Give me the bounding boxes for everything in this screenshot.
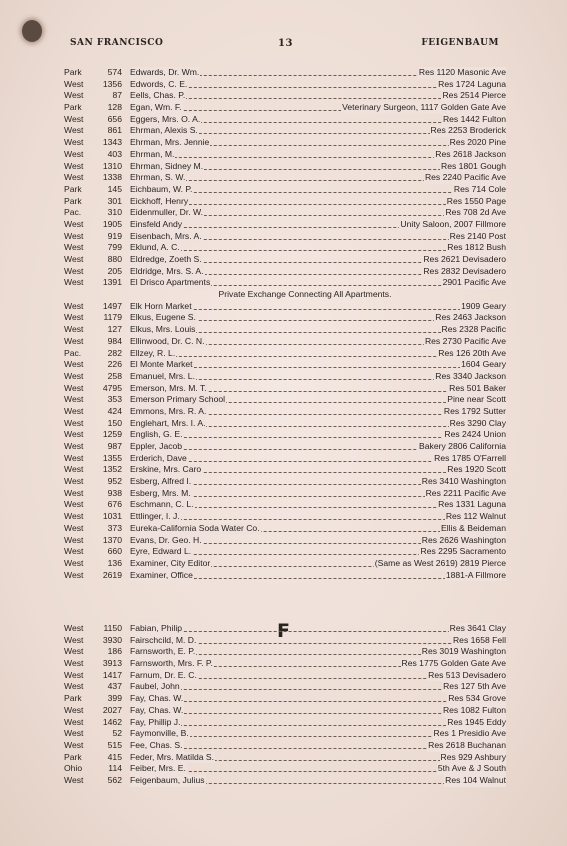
exchange-name: West [64,452,84,463]
subscriber-name: Erderich, Dave [130,452,187,463]
subscriber-address: Res 2621 Devisadero [423,254,506,264]
subscriber-name: Eyre, Edward L. [130,546,192,557]
subscriber-name: Fabian, Philip [130,623,183,633]
subscriber-name: Elkus, Eugene S. [130,312,196,323]
subscriber-name: Elkus, Mrs. Louis [130,324,196,335]
subscriber-name: Edwards, Dr. Wm. [130,67,200,77]
subscriber-name: English, G. E. [130,429,183,440]
phone-number: 952 [107,476,122,487]
exchange-name: Park [64,102,82,113]
phone-number: 1150 [103,623,122,633]
subscriber-address: Bakery 2806 California [419,441,506,451]
listing-block-f [64,623,506,787]
exchange-name: West [64,522,84,533]
subscriber-address: Res 1785 O'Farrell [434,452,506,463]
subscriber-address: Res 2020 Pine [449,137,506,148]
exchange-name: West [64,546,84,557]
phone-number: 1462 [102,716,122,727]
exchange-name: West [64,254,84,264]
subscriber-name: Examiner, Office [130,569,193,580]
subscriber-address: Pine near Scott [447,394,506,405]
subscriber-address: Res 1442 Fulton [442,113,506,124]
listing-row [64,231,506,243]
exchange-name: Park [64,751,82,762]
subscriber-name: Ellinwood, Dr. C. N. [130,335,205,346]
exchange-name: Park [64,195,82,206]
exchange-name: Pac. [64,347,82,358]
listing-row [64,763,506,775]
listing-row [64,523,506,535]
subscriber-name: Fee, Chas. S. [130,739,183,750]
subscriber-address: 5th Ave & J South [437,763,506,774]
listing-row [64,635,506,647]
subscriber-address: Res 2618 Buchanan [428,739,506,750]
exchange-name: West [64,534,84,545]
subscriber-name: Fay, Phillip J. [130,716,181,727]
subscriber-name: Emanuel, Mrs. L. [130,370,195,381]
listing-row [64,740,506,752]
listing-row [64,359,506,371]
listing-row [64,242,506,254]
exchange-name: West [64,90,84,101]
subscriber-name: Eschmann, C. L. [130,499,194,510]
subscriber-address: Res 929 Ashbury [440,751,506,762]
subscriber-address: 1881-A Fillmore [445,569,506,580]
listing-block-e [64,67,506,581]
subscriber-address: Res 2618 Jackson [435,148,506,159]
listing-row [64,752,506,764]
listing-row [64,464,506,476]
phone-number: 1497 [102,300,122,311]
subscriber-name: Eggers, Mrs. O. A. [130,113,201,124]
listing-row [64,558,506,570]
exchange-name: West [64,464,84,475]
exchange-name: West [64,728,84,739]
phone-number: 52 [112,728,122,739]
exchange-name: West [64,137,84,148]
listing-row [64,670,506,682]
exchange-name: West [64,160,84,171]
subscriber-address: Res 1775 Golden Gate Ave [401,658,506,669]
phone-number: 1355 [102,452,122,463]
phone-number: 1391 [102,277,122,288]
listing-row [64,499,506,511]
exchange-name: West [64,370,84,381]
listing-row [64,693,506,705]
subscriber-address: Res 2253 Broderick [430,125,506,136]
listing-row [64,312,506,324]
subscriber-address: Res 2730 Pacific Ave [424,335,506,346]
listing-row [64,125,506,137]
exchange-name: West [64,125,84,136]
phone-number: 437 [107,681,122,692]
subscriber-address: 1604 Geary [461,359,506,370]
subscriber-address: Res 534 Grove [448,693,506,704]
subscriber-address: Res 1792 Sutter [443,405,506,416]
subscriber-address: Res 1082 Fulton [442,704,506,715]
listing-row [64,172,506,184]
subscriber-address: Res 1812 Bush [447,242,506,253]
listing-row [64,406,506,418]
exchange-name: West [64,148,84,159]
phone-number: 861 [107,125,122,136]
phone-number: 87 [112,90,122,101]
exchange-name: West [64,487,84,498]
subscriber-name: Egan, Wm. F. [130,102,182,113]
listing-row [64,79,506,91]
subscriber-name: Esberg, Alfred I. [130,476,192,487]
exchange-name: West [64,113,84,124]
subscriber-address: Res 2463 Jackson [435,312,506,323]
phone-number: 919 [107,230,122,241]
phone-number: 984 [107,335,122,346]
subscriber-address: Res 708 2d Ave [445,207,506,218]
phone-number: 373 [107,522,122,533]
exchange-name: West [64,382,84,393]
listing-row [64,266,506,278]
phone-number: 127 [107,324,122,335]
subscriber-address: Res 3641 Clay [449,623,506,633]
subscriber-address: Res 1920 Scott [447,464,506,475]
exchange-name: West [64,429,84,440]
exchange-name: West [64,716,84,727]
listing-row [64,717,506,729]
subscriber-name: Eichbaum, W. P. [130,183,193,194]
subscriber-address: Res 3340 Jackson [435,370,506,381]
header-guide-name: FEIGENBAUM [421,38,499,48]
phone-number: 226 [107,359,122,370]
subscriber-name: Emerson Primary School [130,394,226,405]
listing-row [64,102,506,114]
subscriber-name: Fay, Chas. W. [130,704,184,715]
subscriber-address: Res 1331 Laguna [438,499,506,510]
subscriber-address: (Same as West 2619) 2819 Pierce [374,557,506,568]
phone-number: 3930 [102,634,122,645]
subscriber-name: Eldridge, Mrs. S. A. [130,265,204,276]
subscriber-address: Res 501 Baker [449,382,506,393]
subscriber-name: Evans, Dr. Geo. H. [130,534,202,545]
listing-row [64,301,506,313]
subscriber-name: Eickhoff, Henry [130,195,189,206]
exchange-name: West [64,312,84,323]
exchange-name: West [64,417,84,428]
listing-row [64,681,506,693]
subscriber-address: Res 3019 Washington [421,646,506,657]
subscriber-name: Eidenmuller, Dr. W. [130,207,204,218]
subscriber-address: Veterinary Surgeon, 1117 Golden Gate Ave [342,102,506,113]
subscriber-address: Res 1 Presidio Ave [433,728,506,739]
exchange-name: West [64,359,84,370]
exchange-name: West [64,78,84,89]
exchange-name: West [64,405,84,416]
phone-number: 1356 [102,78,122,89]
subscriber-name: Fairschcild, M. D. [130,634,197,645]
exchange-name: Pac. [64,207,82,218]
listing-row [64,149,506,161]
punch-hole [22,20,42,42]
subscriber-address: Ellis & Beideman [441,522,506,533]
exchange-name: West [64,557,84,568]
subscriber-name: Faymonville, B. [130,728,189,739]
phone-number: 987 [107,441,122,451]
phone-number: 205 [107,265,122,276]
subscriber-name: Eells, Chas. P. [130,90,186,101]
subscriber-name: Feigenbaum, Julius [130,774,205,785]
exchange-name: West [64,242,84,253]
subscriber-name: Ehrman, Mrs. Jennie [130,137,210,148]
phone-number: 128 [107,102,122,113]
phone-number: 1417 [102,669,122,680]
exchange-name: West [64,230,84,241]
phone-number: 2027 [102,704,122,715]
phone-number: 1310 [102,160,122,171]
listing-row [64,161,506,173]
phone-number: 415 [107,751,122,762]
subscriber-name: Farnum, Dr. E. C. [130,669,197,680]
subscriber-address: Res 2626 Washington [421,534,506,545]
subscriber-address: Res 2424 Union [444,429,506,440]
listing-row [64,336,506,348]
subscriber-name: Eppler, Jacob [130,441,183,451]
exchange-name: West [64,394,84,405]
exchange-name: West [64,658,84,669]
exchange-name: West [64,704,84,715]
subscriber-address: Res 2832 Devisadero [423,265,506,276]
listing-row [64,705,506,717]
subscriber-address: Res 126 20th Ave [438,347,506,358]
phone-number: 880 [107,254,122,264]
listing-row [64,184,506,196]
listing-row [64,453,506,465]
exchange-name: West [64,646,84,657]
subscriber-address: Res 2211 Pacific Ave [425,487,506,498]
exchange-name: Park [64,693,82,704]
exchange-name: West [64,172,84,183]
phone-number: 938 [107,487,122,498]
phone-number: 1352 [102,464,122,475]
subscriber-address: Res 1550 Page [446,195,506,206]
subscriber-address: 1909 Geary [461,300,506,311]
phone-number: 353 [107,394,122,405]
phone-number: 310 [107,207,122,218]
subscriber-address: Res 2140 Post [449,230,506,241]
phone-number: 301 [107,195,122,206]
exchange-name: West [64,218,84,229]
subscriber-name: Eldredge, Zoeth S. [130,254,202,264]
listing-row [64,219,506,231]
subscriber-address: Res 112 Walnut [445,511,506,522]
phone-number: 1338 [102,172,122,183]
listing-row [64,570,506,582]
subscriber-name: Farnsworth, Mrs. F. P. [130,658,213,669]
phone-number: 799 [107,242,122,253]
phone-number: 1259 [102,429,122,440]
section-letter-f: F [277,620,290,642]
subscriber-name: Englehart, Mrs. I. A. [130,417,206,428]
exchange-name: West [64,324,84,335]
listing-row [64,277,506,289]
exchange-name: West [64,265,84,276]
subscriber-name: Farnsworth, E. P. [130,646,196,657]
subscriber-address: 2901 Pacific Ave [442,277,506,288]
exchange-name: Park [64,67,82,77]
listing-row [64,196,506,208]
phone-number: 3913 [102,658,122,669]
phone-number: 1343 [102,137,122,148]
subscriber-name: Einsfeld Andy [130,218,183,229]
listing-row [64,535,506,547]
phone-number: 114 [108,763,122,774]
subscriber-address: Res 2295 Sacramento [420,546,506,557]
phone-number: 136 [107,557,122,568]
subscriber-address: Res 2240 Pacific Ave [424,172,506,183]
phone-number: 562 [107,774,122,785]
listing-row [64,775,506,787]
subscriber-name: Feiber, Mrs. E. [130,763,186,774]
listing-row [64,394,506,406]
subscriber-name: Ettlinger, I. J. [130,511,180,522]
listing-row [64,646,506,658]
listing-row [64,137,506,149]
subscriber-name: Ehrman, Sidney M. [130,160,204,171]
listing-row [64,488,506,500]
subscriber-name: Erskine, Mrs. Caro [130,464,202,475]
phone-number: 403 [107,148,122,159]
subscriber-name: Eklund, A. C. [130,242,180,253]
listing-row [64,254,506,266]
header-city: SAN FRANCISCO [70,38,164,48]
subscriber-name: Fay, Chas. W. [130,693,184,704]
listing-row [64,511,506,523]
subscriber-address: Res 104 Walnut [445,774,506,785]
listing-row [64,441,506,453]
subscriber-address: Res 3410 Washington [421,476,506,487]
phone-number: 424 [107,405,122,416]
phone-number: 282 [107,347,122,358]
phone-number: 4795 [102,382,122,393]
phone-number: 1179 [103,312,122,323]
subscriber-name: Edwords, C. E. [130,78,188,89]
exchange-name: West [64,300,84,311]
exchange-name: West [64,623,84,633]
listing-row [64,348,506,360]
subscriber-name: Eureka-California Soda Water Co. [130,522,260,533]
phone-number: 1031 [102,511,122,522]
subscriber-address: Res 127 5th Ave [443,681,506,692]
subscriber-name: Esberg, Mrs. M. [130,487,191,498]
listing-row [64,383,506,395]
exchange-name: West [64,476,84,487]
subscriber-address: Unity Saloon, 2007 Fillmore [400,218,506,229]
subscriber-name: Ehrman, S. W. [130,172,186,183]
exchange-name: West [64,277,84,288]
subscriber-name: Feder, Mrs. Matilda S. [130,751,215,762]
exchange-name: West [64,681,84,692]
listing-row [64,728,506,740]
subscriber-address: Res 714 Cole [453,183,506,194]
subscriber-address: Res 3290 Clay [449,417,506,428]
phone-number: 676 [107,499,122,510]
subscriber-address: Res 1120 Masonic Ave [418,67,506,77]
exchange-name: West [64,499,84,510]
subscriber-name: Eisenbach, Mrs. A. [130,230,202,241]
phone-number: 660 [107,546,122,557]
listing-row [64,418,506,430]
subscriber-name: Faubel, John [130,681,180,692]
exchange-name: West [64,739,84,750]
subscriber-name: Examiner, City Editor [130,557,211,568]
listing-row [64,623,506,635]
phone-number: 2619 [102,569,122,580]
exchange-name: West [64,774,84,785]
listing-row [64,658,506,670]
phone-number: 656 [107,113,122,124]
phone-number: 186 [107,646,122,657]
subscriber-name: Emerson, Mrs. M. T. [130,382,207,393]
listing-row [64,114,506,126]
subscriber-name: El Monte Market [130,359,193,370]
exchange-name: Park [64,183,82,194]
exchange-name: West [64,569,84,580]
phone-number: 399 [107,693,122,704]
phone-number: 1905 [102,218,122,229]
exchange-name: Ohio [64,763,83,774]
exchange-name: West [64,335,84,346]
subscriber-address: Res 1724 Laguna [438,78,506,89]
listing-row [64,371,506,383]
listing-row [64,546,506,558]
subscriber-name: Elk Horn Market [130,300,192,311]
subscriber-address: Res 513 Devisadero [428,669,506,680]
phone-number: 258 [107,370,122,381]
exchange-name: West [64,511,84,522]
subscriber-address: Res 1801 Gough [441,160,506,171]
phone-number: 515 [107,739,122,750]
listing-row [64,207,506,219]
subscriber-address: Res 1945 Eddy [447,716,506,727]
phone-number: 145 [107,183,122,194]
listing-row [64,476,506,488]
page-number: 13 [278,38,293,49]
subscriber-address: Res 2328 Pacific [441,324,506,335]
exchange-name: West [64,441,84,451]
subscriber-address: Res 1658 Fell [452,634,506,645]
phone-number: 150 [107,417,122,428]
subscriber-name: El Drisco Apartments [130,277,211,288]
listing-row [64,67,506,79]
page-header [70,38,499,52]
subscriber-name: Emmons, Mrs. R. A. [130,405,207,416]
exchange-note: Private Exchange Connecting All Apartments. [218,289,392,300]
listing-row [64,429,506,441]
listing-row [64,324,506,336]
phone-number: 574 [107,67,122,77]
subscriber-name: Ehrman, Alexis S. [130,125,198,136]
subscriber-name: Ellzey, R. L. [130,347,176,358]
subscriber-address: Res 2514 Pierce [442,90,506,101]
phone-number: 1370 [102,534,122,545]
listing-row [64,90,506,102]
exchange-name: West [64,669,84,680]
exchange-name: West [64,634,84,645]
subscriber-name: Ehrman, M. [130,148,175,159]
